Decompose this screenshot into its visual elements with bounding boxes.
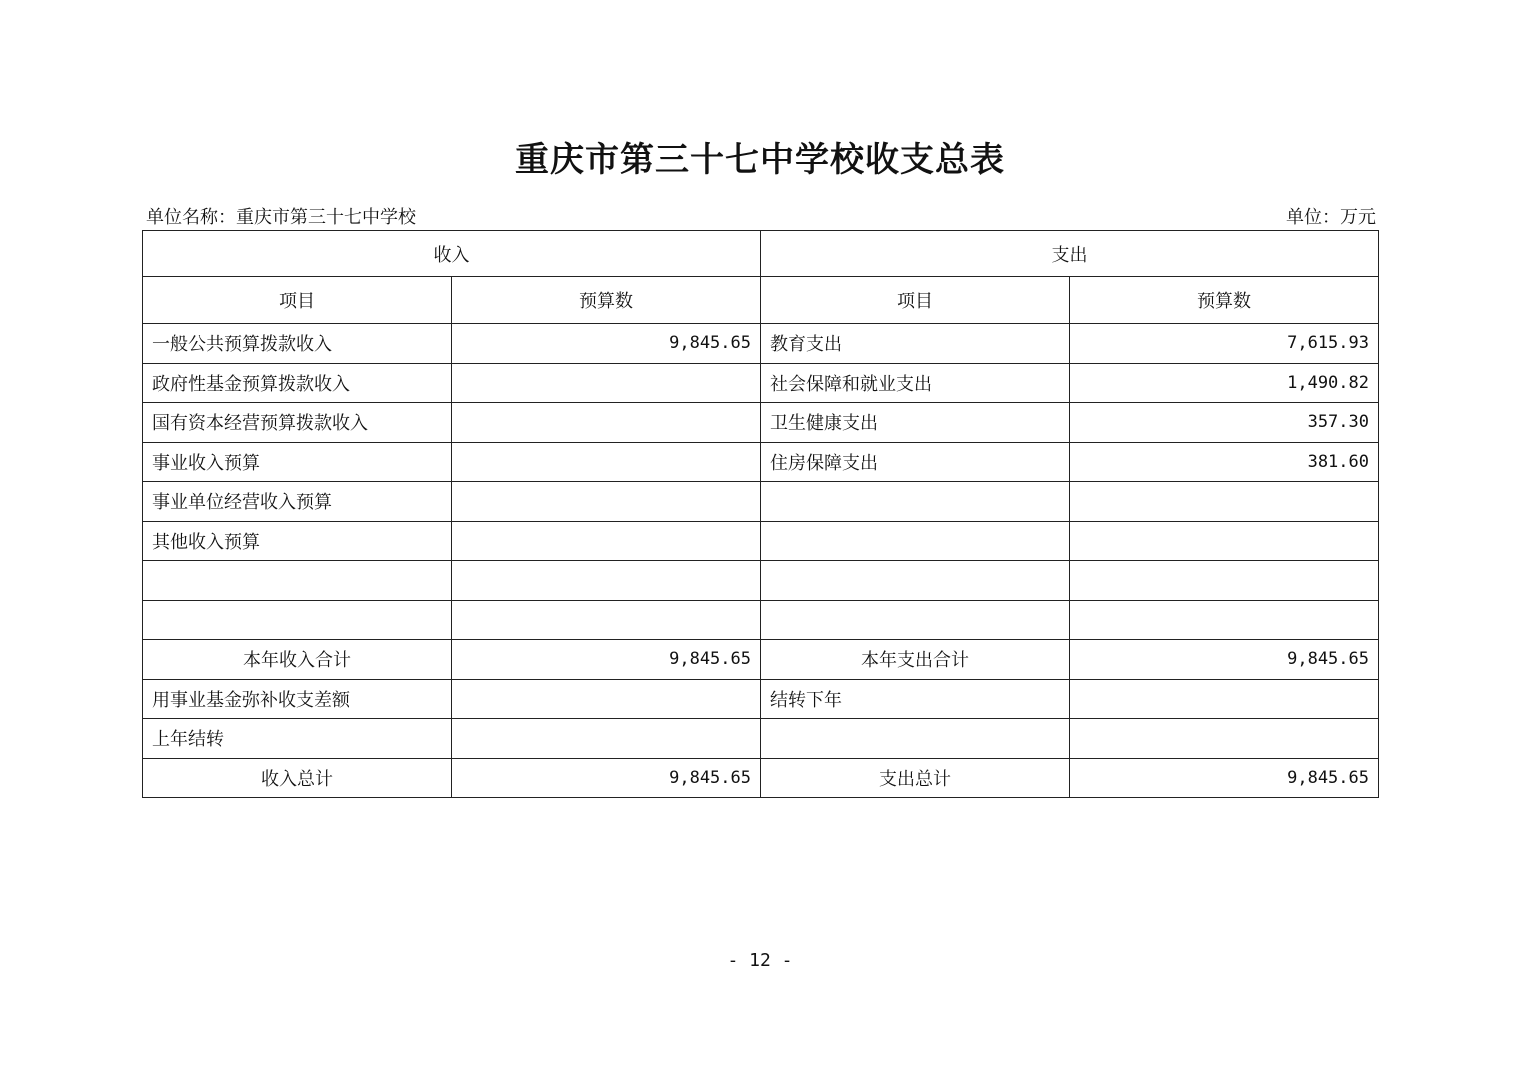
grand-income-total-label: 收入总计 — [143, 758, 452, 798]
grand-expenditure-total-value: 9,845.65 — [1070, 758, 1379, 798]
table-row — [143, 324, 1379, 364]
grand-income-total-value: 9,845.65 — [452, 758, 761, 798]
income-value — [452, 403, 761, 443]
expenditure-value — [1070, 600, 1379, 640]
table-row — [143, 719, 1379, 759]
expenditure-item-header: 项目 — [761, 277, 1070, 324]
income-value — [452, 482, 761, 522]
income-item-header: 项目 — [143, 277, 452, 324]
document-title: 重庆市第三十七中学校收支总表 — [515, 140, 1005, 180]
grand-total-row — [143, 758, 1379, 798]
expenditure-item: 教育支出 — [761, 324, 1070, 364]
table-row — [143, 403, 1379, 443]
meta-row — [144, 206, 1378, 230]
table-header-row — [143, 231, 1379, 277]
table-row — [143, 561, 1379, 601]
expenditure-item — [761, 521, 1070, 561]
income-item: 上年结转 — [143, 719, 452, 759]
income-item — [143, 600, 452, 640]
expenditure-value: 7,615.93 — [1070, 324, 1379, 364]
table-row — [143, 442, 1379, 482]
income-value — [452, 363, 761, 403]
table-row — [143, 679, 1379, 719]
income-value — [452, 521, 761, 561]
income-value — [452, 679, 761, 719]
page-number: - 12 - — [727, 950, 793, 971]
expenditure-value: 357.30 — [1070, 403, 1379, 443]
expenditure-value: 381.60 — [1070, 442, 1379, 482]
year-income-total-label: 本年收入合计 — [143, 640, 452, 680]
expenditure-value — [1070, 679, 1379, 719]
income-value: 9,845.65 — [452, 324, 761, 364]
grand-expenditure-total-label: 支出总计 — [761, 758, 1070, 798]
year-total-row — [143, 640, 1379, 680]
income-item: 一般公共预算拨款收入 — [143, 324, 452, 364]
expenditure-item — [761, 719, 1070, 759]
unit-name-label: 单位名称：重庆市第三十七中学校 — [146, 207, 416, 228]
expenditure-value — [1070, 719, 1379, 759]
table-subheader-row — [143, 277, 1379, 324]
expenditure-budget-header: 预算数 — [1070, 277, 1379, 324]
income-item — [143, 561, 452, 601]
income-value — [452, 719, 761, 759]
year-expenditure-total-value: 9,845.65 — [1070, 640, 1379, 680]
year-income-total-value: 9,845.65 — [452, 640, 761, 680]
income-value — [452, 561, 761, 601]
income-item: 国有资本经营预算拨款收入 — [143, 403, 452, 443]
unit-label: 单位：万元 — [1286, 207, 1376, 228]
income-item: 事业收入预算 — [143, 442, 452, 482]
income-budget-header: 预算数 — [452, 277, 761, 324]
expenditure-item: 结转下年 — [761, 679, 1070, 719]
income-header: 收入 — [143, 231, 761, 277]
table-row — [143, 521, 1379, 561]
income-item: 其他收入预算 — [143, 521, 452, 561]
expenditure-item: 社会保障和就业支出 — [761, 363, 1070, 403]
income-value — [452, 600, 761, 640]
expenditure-item — [761, 600, 1070, 640]
table-row — [143, 600, 1379, 640]
income-value — [452, 442, 761, 482]
expenditure-value — [1070, 561, 1379, 601]
table-row — [143, 363, 1379, 403]
expenditure-item: 卫生健康支出 — [761, 403, 1070, 443]
income-item: 事业单位经营收入预算 — [143, 482, 452, 522]
table-row — [143, 482, 1379, 522]
year-expenditure-total-label: 本年支出合计 — [761, 640, 1070, 680]
income-item: 用事业基金弥补收支差额 — [143, 679, 452, 719]
expenditure-value — [1070, 482, 1379, 522]
budget-summary-table — [142, 230, 1379, 798]
expenditure-value — [1070, 521, 1379, 561]
expenditure-header: 支出 — [761, 231, 1379, 277]
expenditure-item — [761, 482, 1070, 522]
expenditure-item: 住房保障支出 — [761, 442, 1070, 482]
expenditure-value: 1,490.82 — [1070, 363, 1379, 403]
expenditure-item — [761, 561, 1070, 601]
income-item: 政府性基金预算拨款收入 — [143, 363, 452, 403]
